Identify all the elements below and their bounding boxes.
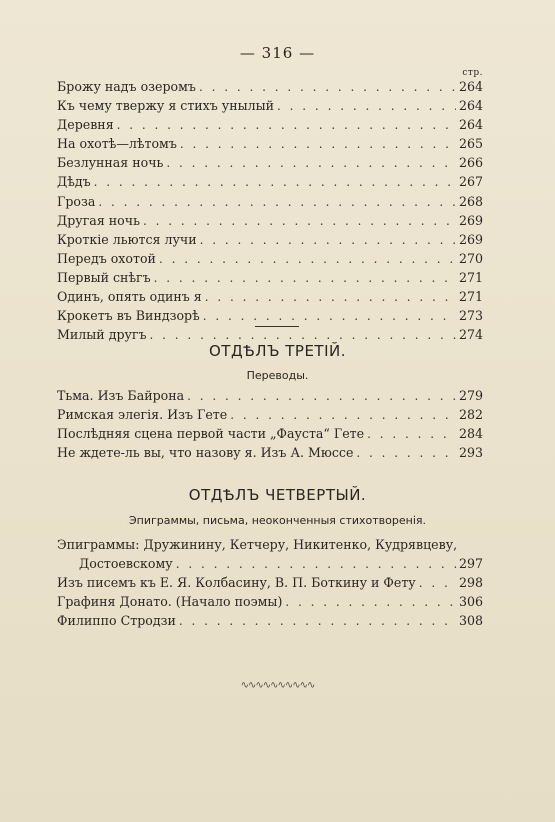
leader-dots	[200, 231, 456, 250]
toc-list-section3	[57, 386, 483, 462]
toc-entry-continuation[interactable]	[57, 554, 483, 573]
leader-dots	[203, 307, 456, 326]
toc-entry-page: 264	[458, 79, 483, 94]
leader-dots	[117, 116, 456, 135]
toc-entry-title: Графиня Донато. (Начало поэмы)	[57, 594, 283, 610]
section-heading-3: ОТДѢЛЪ ТРЕТІЙ.	[208, 342, 347, 360]
leader-dots	[205, 288, 456, 307]
leader-dots	[179, 612, 456, 631]
toc-entry[interactable]	[57, 249, 483, 268]
toc-entry-page: 282	[458, 407, 483, 423]
toc-entry-title: Брожу надъ озеромъ	[57, 79, 196, 94]
toc-entry[interactable]	[57, 96, 483, 115]
toc-entry-title: Кроткіе льются лучи	[57, 231, 197, 247]
toc-entry-page: 270	[458, 250, 483, 266]
toc-entry-title: Достоевскому	[79, 556, 173, 572]
leader-dots	[285, 593, 456, 612]
leader-dots	[180, 135, 456, 154]
toc-entry-title: Безлунная ночь	[57, 155, 164, 171]
toc-entry-title: Дѣдъ	[57, 174, 91, 190]
leader-dots	[356, 444, 456, 463]
leader-dots	[98, 193, 456, 212]
leader-dots	[230, 406, 456, 425]
leader-dots	[159, 250, 456, 269]
leader-dots	[367, 425, 456, 444]
toc-entry[interactable]	[57, 386, 483, 405]
toc-entry[interactable]	[57, 592, 483, 611]
toc-entry-page: 298	[458, 575, 483, 591]
toc-entry[interactable]	[57, 153, 483, 172]
toc-entry-page: 274	[458, 327, 483, 343]
toc-entry-page: 267	[458, 174, 483, 190]
leader-dots	[187, 387, 456, 406]
toc-entry-title: Римская элегія. Изъ Гете	[57, 407, 228, 423]
toc-entry-title: Одинъ, опять одинъ я	[57, 289, 202, 305]
ornament-rule: ∿∿∿∿∿∿∿∿∿∿	[240, 680, 315, 691]
toc-entry-page: 265	[458, 136, 483, 152]
toc-entry-page: 293	[458, 445, 483, 461]
toc-entry-title: Послѣдняя сцена первой части „Фауста“ Гете	[57, 426, 365, 442]
section-divider	[255, 326, 299, 327]
leader-dots	[419, 574, 456, 593]
toc-entry[interactable]	[57, 306, 483, 325]
toc-entry[interactable]	[57, 172, 483, 191]
toc-entry[interactable]	[57, 443, 483, 462]
section-subheading-3: Переводы.	[246, 369, 309, 382]
toc-entry[interactable]	[57, 192, 483, 211]
toc-entry-page: 268	[458, 193, 483, 209]
toc-entry[interactable]	[57, 287, 483, 306]
leader-dots	[277, 97, 456, 116]
toc-list-section4	[57, 535, 483, 630]
toc-entry-title: Милый другъ	[57, 327, 147, 343]
toc-entry-page: 279	[458, 388, 483, 403]
toc-entry-page: 284	[458, 426, 483, 442]
toc-entry-title: Тьма. Изъ Байрона	[57, 388, 185, 403]
leader-dots	[154, 269, 456, 288]
toc-entry-title: Эпиграммы: Дружинину, Кетчеру, Никитенко, Кудрявцеву,	[57, 537, 458, 552]
leader-dots	[94, 173, 456, 192]
toc-entry[interactable]	[57, 134, 483, 153]
toc-entry-page: 269	[458, 231, 483, 247]
toc-list-section2	[57, 77, 483, 344]
page-number: — 316 —	[239, 44, 316, 62]
toc-entry[interactable]	[57, 573, 483, 592]
toc-entry[interactable]	[57, 77, 483, 96]
toc-entry-title: Изъ писемъ къ Е. Я. Колбасину, В. П. Боткину и Фету	[57, 575, 416, 591]
toc-entry-page: 273	[458, 308, 483, 324]
toc-entry-title: Не ждете-ль вы, что назову я. Изъ А. Мюссе	[57, 445, 354, 461]
toc-entry-page: 306	[458, 594, 483, 610]
toc-entry-title: Первый снѣгъ	[57, 269, 151, 285]
toc-entry-title: Филиппо Стродзи	[57, 613, 176, 629]
toc-entry-page: 264	[458, 117, 483, 133]
toc-entry[interactable]	[57, 535, 483, 554]
toc-entry[interactable]	[57, 405, 483, 424]
toc-entry[interactable]	[57, 230, 483, 249]
toc-entry[interactable]	[57, 424, 483, 443]
toc-entry-page: 269	[458, 212, 483, 228]
toc-entry-title: Деревня	[57, 117, 114, 133]
toc-entry-title: Крокетъ въ Виндзорѣ	[57, 308, 200, 324]
leader-dots	[143, 212, 456, 231]
toc-entry-title: Къ чему твержу я стихъ унылый	[57, 98, 275, 114]
toc-entry-page: 297	[458, 556, 483, 572]
leader-dots	[166, 154, 456, 173]
toc-entry-page: 271	[458, 269, 483, 285]
toc-entry-page: 308	[458, 613, 483, 629]
toc-entry[interactable]	[57, 211, 483, 230]
toc-entry-page: 271	[458, 289, 483, 305]
toc-entry-title: Другая ночь	[57, 212, 140, 228]
toc-entry-title: На охотѣ—лѣтомъ	[57, 136, 177, 152]
leader-dots	[176, 555, 456, 574]
section-subheading-4: Эпиграммы, письма, неоконченныя стихотворенія.	[129, 514, 426, 527]
toc-entry-title: Гроза	[57, 193, 96, 209]
toc-entry-page: 264	[458, 98, 483, 114]
toc-entry-page: 266	[458, 155, 483, 171]
toc-entry-title: Передъ охотой	[57, 250, 156, 266]
leader-dots	[199, 78, 456, 97]
page-column-header: стр.	[462, 68, 483, 78]
section-heading-4: ОТДѢЛЪ ЧЕТВЕРТЫЙ.	[188, 486, 367, 504]
toc-entry[interactable]	[57, 115, 483, 134]
toc-entry[interactable]	[57, 611, 483, 630]
toc-entry[interactable]	[57, 268, 483, 287]
